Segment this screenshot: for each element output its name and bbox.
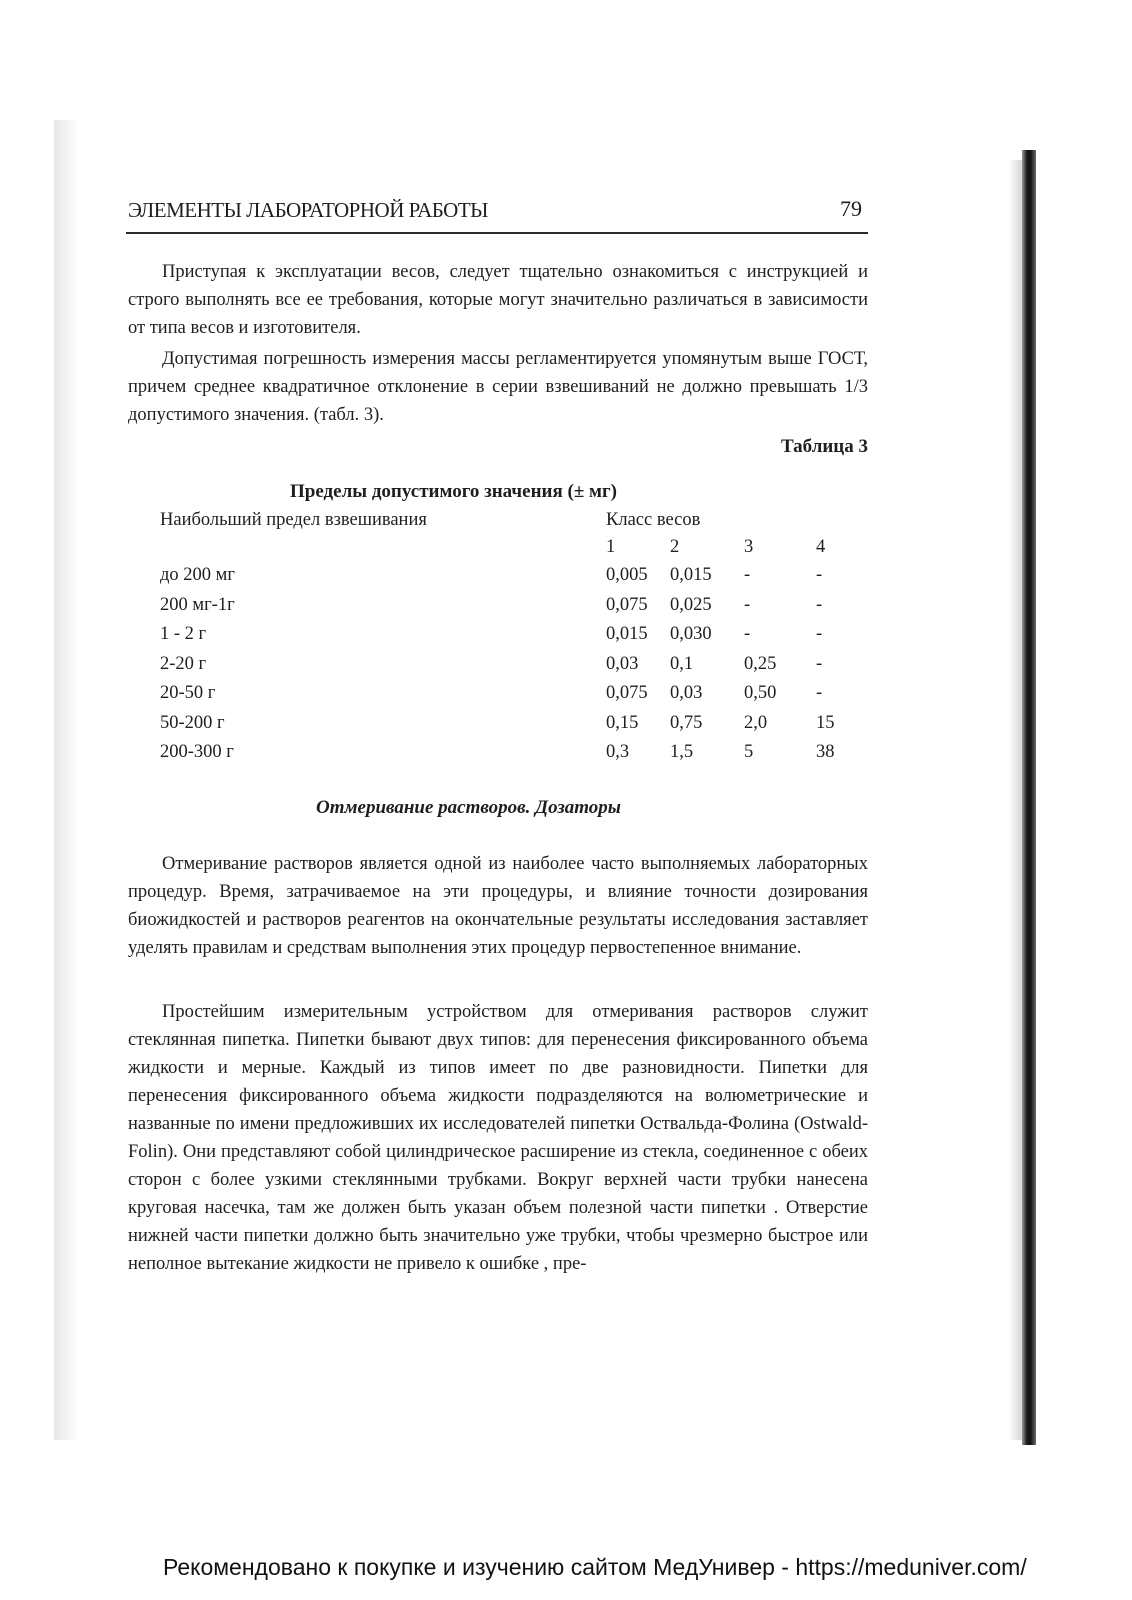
table-row	[160, 654, 860, 684]
table-body	[160, 565, 860, 772]
cell-class-1: 0,005	[606, 565, 648, 585]
cell-class-1: 0,3	[606, 742, 630, 762]
class-number: 4	[816, 537, 826, 557]
table-title: Пределы допустимого значения (± мг)	[290, 481, 617, 502]
cell-class-2: 0,75	[670, 712, 703, 733]
paragraph-dosing-intro: Отмеривание растворов является одной из наиболее часто выполняемых лабораторных процедур. Время, затрачиваемое на эти процедуры, и влияние точности дозирования биожидкостей и растворов реагентов на окончательные результаты исследования заставляет уделять правилам и средствам выполнения этих процедур первостепенное внимание.	[128, 854, 868, 958]
cell-class-1: 0,03	[606, 653, 639, 674]
paragraph-error-tolerance: Допустимая погрешность измерения массы регламентируется упомянутым выше ГОСТ, причем среднее квадратичное отклонение в серии взвешиваний не должно превышать 1/3 допустимого значения. (табл. 3).	[128, 349, 868, 425]
cell-class-2: 0,03	[670, 683, 703, 703]
table-row	[160, 713, 860, 743]
cell-range: 50-200 г	[160, 712, 225, 733]
table-row	[160, 683, 860, 713]
cell-class-3: -	[744, 594, 751, 615]
cell-class-1: 0,15	[606, 712, 639, 733]
page-left-shadow	[54, 120, 80, 1440]
table-header-range: Наибольший предел взвешивания	[160, 510, 427, 530]
table-row	[160, 565, 860, 595]
cell-class-2: 0,015	[670, 565, 712, 585]
cell-range: 200-300 г	[160, 742, 234, 762]
table-row	[160, 742, 860, 772]
page-right-gradient	[1008, 160, 1022, 1440]
cell-class-2: 0,025	[670, 594, 712, 615]
cell-class-3: 0,25	[744, 653, 777, 674]
table-header-class: Класс весов	[606, 510, 701, 530]
class-number: 2	[670, 537, 680, 557]
cell-range: 2-20 г	[160, 653, 207, 674]
cell-class-3: 0,50	[744, 683, 777, 703]
cell-range: 20-50 г	[160, 683, 216, 703]
cell-class-4: -	[816, 624, 823, 644]
class-number-row	[606, 537, 836, 561]
cell-class-1: 0,015	[606, 624, 648, 644]
cell-class-3: 2,0	[744, 712, 768, 733]
table-row	[160, 595, 860, 625]
cell-class-4: -	[816, 594, 823, 615]
cell-class-2: 0,1	[670, 653, 694, 674]
cell-class-3: -	[744, 565, 751, 585]
cell-class-4: -	[816, 683, 823, 703]
cell-class-2: 0,030	[670, 624, 712, 644]
paragraph-pipettes: Простейшим измерительным устройством для отмеривания растворов служит стеклянная пипетка. Пипетки бывают двух типов: для перенесения фиксированного объема жидкости и мерные. Каждый из типов имеет по две разновидности. Пипетки для перенесения фиксированного объема жидкости подразделяются на волюметрические и названные по имени предложивших их исследователей пипетки Оствальда-Фолина (Ostwald-Folin). Они представляют собой цилиндрическое расширение из стекла, соединенное с обеих сторон с более узкими стеклянными трубками. Вокруг верхней части трубки нанесена круговая насечка, там же должен быть указан объем полезной части пипетки . Отверстие нижней части пипетки должно быть значительно уже трубки, чтобы чрезмерно быстрое или неполное вытекание жидкости не привело к ошибке , пре-	[128, 1002, 868, 1274]
cell-class-4: -	[816, 653, 823, 674]
cell-range: 1 - 2 г	[160, 624, 207, 644]
page-number: 79	[840, 196, 862, 221]
cell-range: до 200 мг	[160, 565, 235, 585]
running-title: ЭЛЕМЕНТЫ ЛАБОРАТОРНОЙ РАБОТЫ	[128, 198, 488, 222]
page-header	[128, 196, 868, 236]
header-rule	[126, 232, 868, 234]
class-number: 3	[744, 537, 754, 557]
cell-class-4: -	[816, 565, 823, 585]
cell-class-1: 0,075	[606, 594, 648, 615]
cell-range: 200 мг-1г	[160, 594, 235, 615]
cell-class-1: 0,075	[606, 683, 648, 703]
paragraph-scales-operation: Приступая к эксплуатации весов, следует тщательно ознакомиться с инструкцией и строго выполнять все ее требования, которые могут значительно различаться в зависимости от типа весов и изготовителя.	[128, 262, 868, 338]
cell-class-4: 38	[816, 742, 835, 762]
section-heading: Отмеривание растворов. Дозаторы	[316, 797, 621, 818]
table-caption: Таблица 3	[780, 436, 868, 457]
footer-recommendation: Рекомендовано к покупке и изучению сайтом МедУнивер - https://meduniver.com/	[163, 1554, 1027, 1580]
table-row	[160, 624, 860, 654]
cell-class-2: 1,5	[670, 742, 694, 762]
cell-class-3: -	[744, 624, 751, 644]
cell-class-3: 5	[744, 742, 754, 762]
class-number: 1	[606, 537, 616, 557]
page-binding-edge	[1022, 150, 1036, 1445]
cell-class-4: 15	[816, 712, 835, 733]
